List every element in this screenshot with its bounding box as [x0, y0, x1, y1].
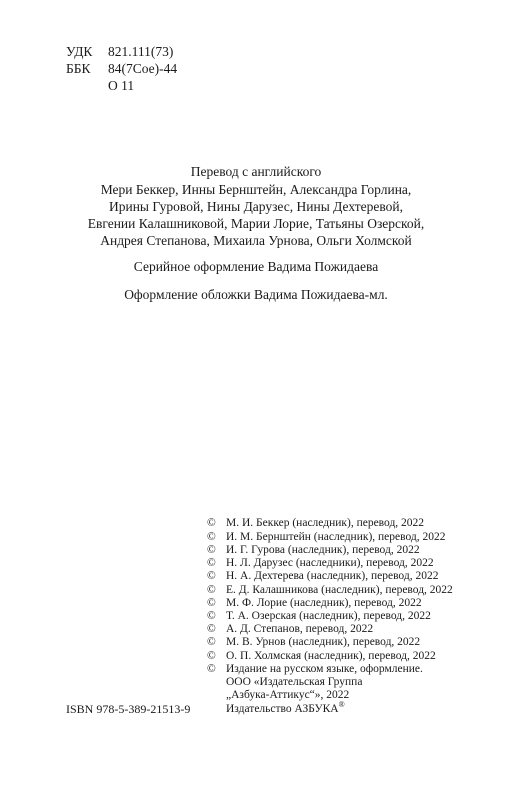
copyright-text: Т. А. Озерская (наследник), перевод, 2022: [226, 610, 431, 622]
udk-label: УДК: [66, 44, 93, 59]
copyright-line: [207, 570, 438, 583]
copyright-line: [207, 544, 420, 557]
publisher-line: „Азбука-Аттикус“», 2022: [226, 689, 350, 701]
copyright-text: М. И. Беккер (наследник), перевод, 2022: [226, 517, 425, 529]
classification-block: [66, 43, 177, 94]
isbn: ISBN 978-5-389-21513-9: [66, 702, 191, 716]
copyright-symbol: ©: [207, 557, 216, 569]
copyright-line: [207, 623, 373, 636]
copyright-line: [207, 557, 434, 570]
copyright-text: Издание на русском языке, оформление.: [226, 663, 423, 675]
copyright-symbol: ©: [207, 570, 216, 582]
author-sign: О 11: [108, 78, 135, 93]
copyright-text: А. Д. Степанов, перевод, 2022: [226, 623, 374, 635]
copyright-line: [207, 610, 431, 623]
series-design-credit: Серийное оформление Вадима Пожидаева: [133, 259, 379, 274]
copyright-text: Е. Д. Калашникова (наследник), перевод, 2022: [226, 584, 453, 596]
copyright-text: Н. А. Дехтерева (наследник), перевод, 2022: [226, 570, 439, 582]
copyright-symbol: ©: [207, 636, 216, 648]
udk-value: 821.111(73): [108, 44, 174, 59]
copyright-symbol: ©: [207, 610, 216, 622]
copyright-line: [207, 531, 446, 544]
translators-line: Андрея Степанова, Михаила Урнова, Ольги Холмской: [100, 233, 412, 248]
publisher-line: ООО «Издательская Группа: [226, 676, 363, 688]
copyright-line: [207, 663, 423, 676]
bbk-label: ББК: [66, 61, 91, 76]
copyright-text: И. М. Бернштейн (наследник), перевод, 2022: [226, 531, 446, 543]
udk-line: [66, 43, 177, 60]
copyright-line: [207, 636, 420, 649]
copyright-line: [207, 584, 453, 597]
copyright-text: М. В. Урнов (наследник), перевод, 2022: [226, 636, 421, 648]
copyright-text: М. Ф. Лорие (наследник), перевод, 2022: [226, 597, 422, 609]
copyright-symbol: ©: [207, 544, 216, 556]
translators-line: Евгении Калашниковой, Марии Лорие, Татьяны Озерской,: [87, 216, 425, 231]
translation-heading: Перевод с английского: [190, 164, 322, 179]
copyright-line: [207, 650, 436, 663]
copyright-symbol: ©: [207, 623, 216, 635]
copyright-line: [207, 517, 424, 530]
translators-line: Ирины Гуровой, Нины Дарузес, Нины Дехтеревой,: [108, 199, 404, 214]
copyright-text: И. Г. Гурова (наследник), перевод, 2022: [226, 544, 420, 556]
publisher-name: Издательство АЗБУКА: [226, 703, 339, 715]
bbk-line: [66, 60, 177, 77]
copyright-symbol: ©: [207, 597, 216, 609]
bbk-value: 84(7Сое)-44: [108, 61, 178, 76]
copyright-symbol: ©: [207, 663, 216, 675]
copyright-symbol: ©: [207, 584, 216, 596]
copyright-line: [207, 597, 422, 610]
copyright-symbol: ©: [207, 650, 216, 662]
registered-mark: ®: [338, 700, 345, 710]
publisher-line: [226, 700, 345, 716]
cover-design-credit: Оформление обложки Вадима Пожидаева-мл.: [124, 287, 388, 302]
copyright-symbol: ©: [207, 531, 216, 543]
copyright-text: Н. Л. Дарузес (наследники), перевод, 2022: [226, 557, 434, 569]
copyright-symbol: ©: [207, 517, 216, 529]
copyright-text: О. П. Холмская (наследник), перевод, 2022: [226, 650, 436, 662]
translators-line: Мери Беккер, Инны Бернштейн, Александра Горлина,: [100, 182, 412, 197]
